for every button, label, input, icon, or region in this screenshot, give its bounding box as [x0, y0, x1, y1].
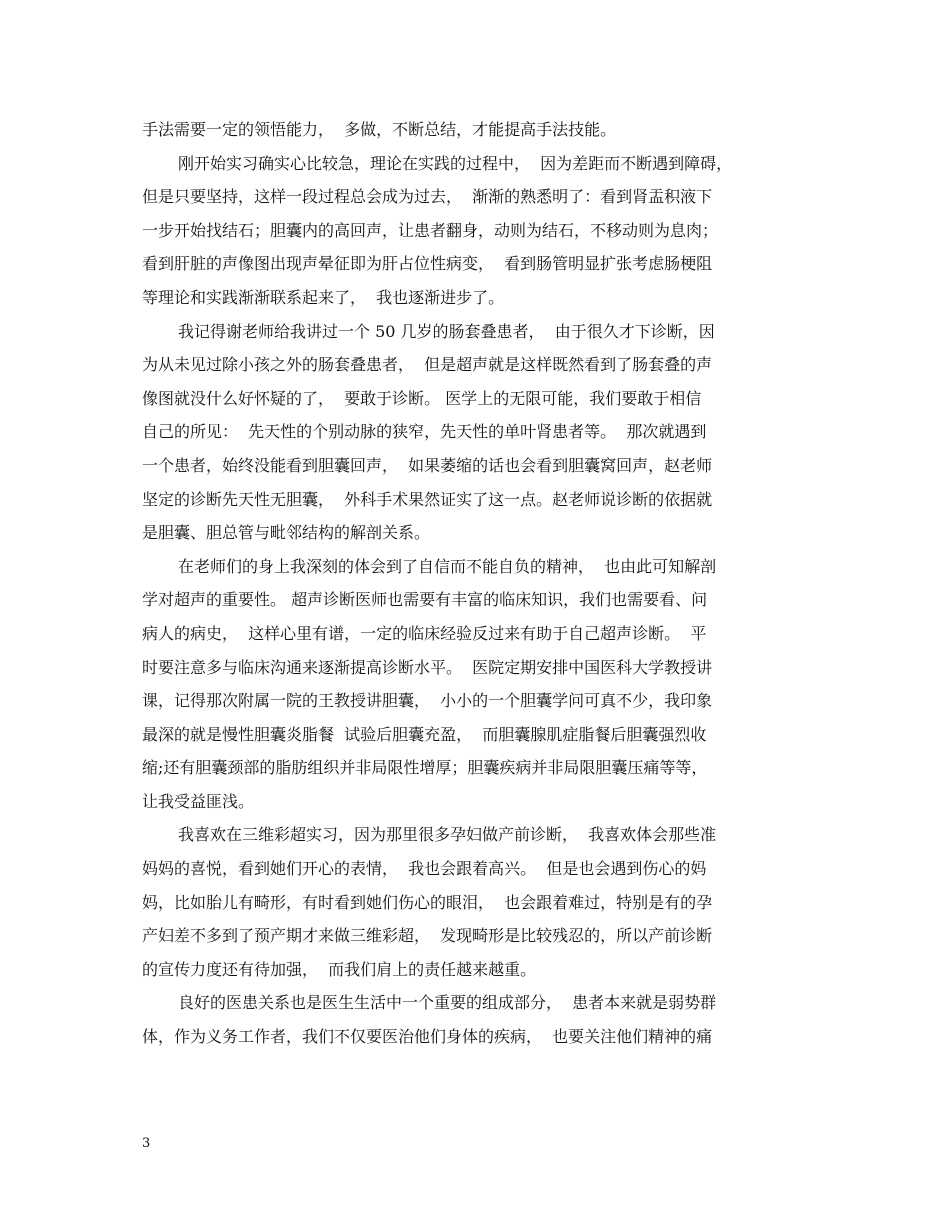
text-line: 为从未见过除小孩之外的肠套叠患者， 但是超声就是这样既然看到了肠套叠的声 [142, 355, 713, 375]
text-line: 体，作为义务工作者，我们不仅要医治他们身体的疾病， 也要关注他们精神的痛 [142, 1027, 713, 1047]
text-line: 最深的就是慢性胆囊炎脂餐 试验后胆囊充盈， 而胆囊腺肌症脂餐后胆囊强烈收 [142, 724, 707, 744]
text-line: 的宣传力度还有待加强， 而我们肩上的责任越来越重。 [142, 959, 537, 979]
paragraph [142, 315, 812, 550]
text-line: 妈，比如胎儿有畸形，有时看到她们伤心的眼泪， 也会跟着难过，特别是有的孕 [142, 892, 713, 912]
text-line: 一个患者，始终没能看到胆囊回声， 如果萎缩的话也会看到胆囊窝回声，赵老师 [142, 455, 713, 475]
text-line: 等理论和实践渐渐联系起来了， 我也逐渐进步了。 [142, 287, 505, 307]
text-line: 产妇差不多到了预产期才来做三维彩超， 发现畸形是比较残忍的，所以产前诊断 [142, 926, 713, 946]
text-line: 是胆囊、胆总管与毗邻结构的解剖关系。 [142, 523, 431, 543]
text-line: 病人的病史， 这样心里有谱，一定的临床经验反过来有助于自己超声诊断。 平 [142, 623, 707, 643]
text-line: 良好的医患关系也是医生生活中一个重要的组成部分， 患者本来就是弱势群 [178, 993, 717, 1013]
text-line: 在老师们的身上我深刻的体会到了自信而不能自负的精神， 也由此可知解剖 [178, 556, 717, 576]
text-line: 让我受益匪浅。 [142, 791, 255, 811]
paragraph [142, 986, 812, 1053]
body-text [142, 113, 812, 1054]
text-line: 我记得谢老师给我讲过一个 50 几岁的肠套叠患者， 由于很久才下诊断，因 [178, 321, 715, 341]
text-line: 时要注意多与临床沟通来逐渐提高诊断水平。 医院定期安排中国医科大学教授讲 [142, 657, 713, 677]
page-number: 3 [142, 1136, 151, 1151]
text-line: 坚定的诊断先天性无胆囊， 外科手术果然证实了这一点。赵老师说诊断的依据就 [142, 489, 713, 509]
paragraph [142, 147, 812, 315]
text-line: 课，记得那次附属一院的王教授讲胆囊， 小小的一个胆囊学问可真不少，我印象 [142, 691, 713, 711]
text-line: 自己的所见： 先天性的个别动脉的狭窄，先天性的单叶肾患者等。 那次就遇到 [142, 422, 707, 442]
text-line: 手法需要一定的领悟能力， 多做，不断总结，才能提高手法技能。 [142, 120, 617, 139]
paragraph [142, 113, 812, 147]
text-line: 学对超声的重要性。 超声诊断医师也需要有丰富的临床知识，我们也需要看、问 [142, 590, 708, 610]
text-line: 看到肝脏的声像图出现声晕征即为肝占位性病变， 看到肠管明显扩张考虑肠梗阻 [142, 254, 713, 274]
text-line: 刚开始实习确实心比较急，理论在实践的过程中， 因为差距而不断遇到障碍， [178, 153, 733, 173]
text-line: 缩;还有胆囊颈部的脂肪组织并非局限性增厚；胆囊疾病并非局限胆囊压痛等等， [142, 758, 708, 778]
text-line: 一步开始找结石；胆囊内的高回声，让患者翻身，动则为结石，不移动则为息肉； [142, 220, 719, 240]
text-line: 妈妈的喜悦，看到她们开心的表情， 我也会跟着高兴。 但是也会遇到伤心的妈 [142, 859, 707, 879]
text-line: 我喜欢在三维彩超实习，因为那里很多孕妇做产前诊断， 我喜欢体会那些准 [178, 825, 717, 845]
paragraph [142, 818, 812, 986]
text-line: 像图就没什么好怀疑的了， 要敢于诊断。 医学上的无限可能，我们要敢于相信 [142, 388, 702, 408]
paragraph [142, 550, 812, 819]
text-line: 但是只要坚持，这样一段过程总会成为过去， 渐渐的熟悉明了：看到肾盂积液下 [142, 187, 713, 207]
